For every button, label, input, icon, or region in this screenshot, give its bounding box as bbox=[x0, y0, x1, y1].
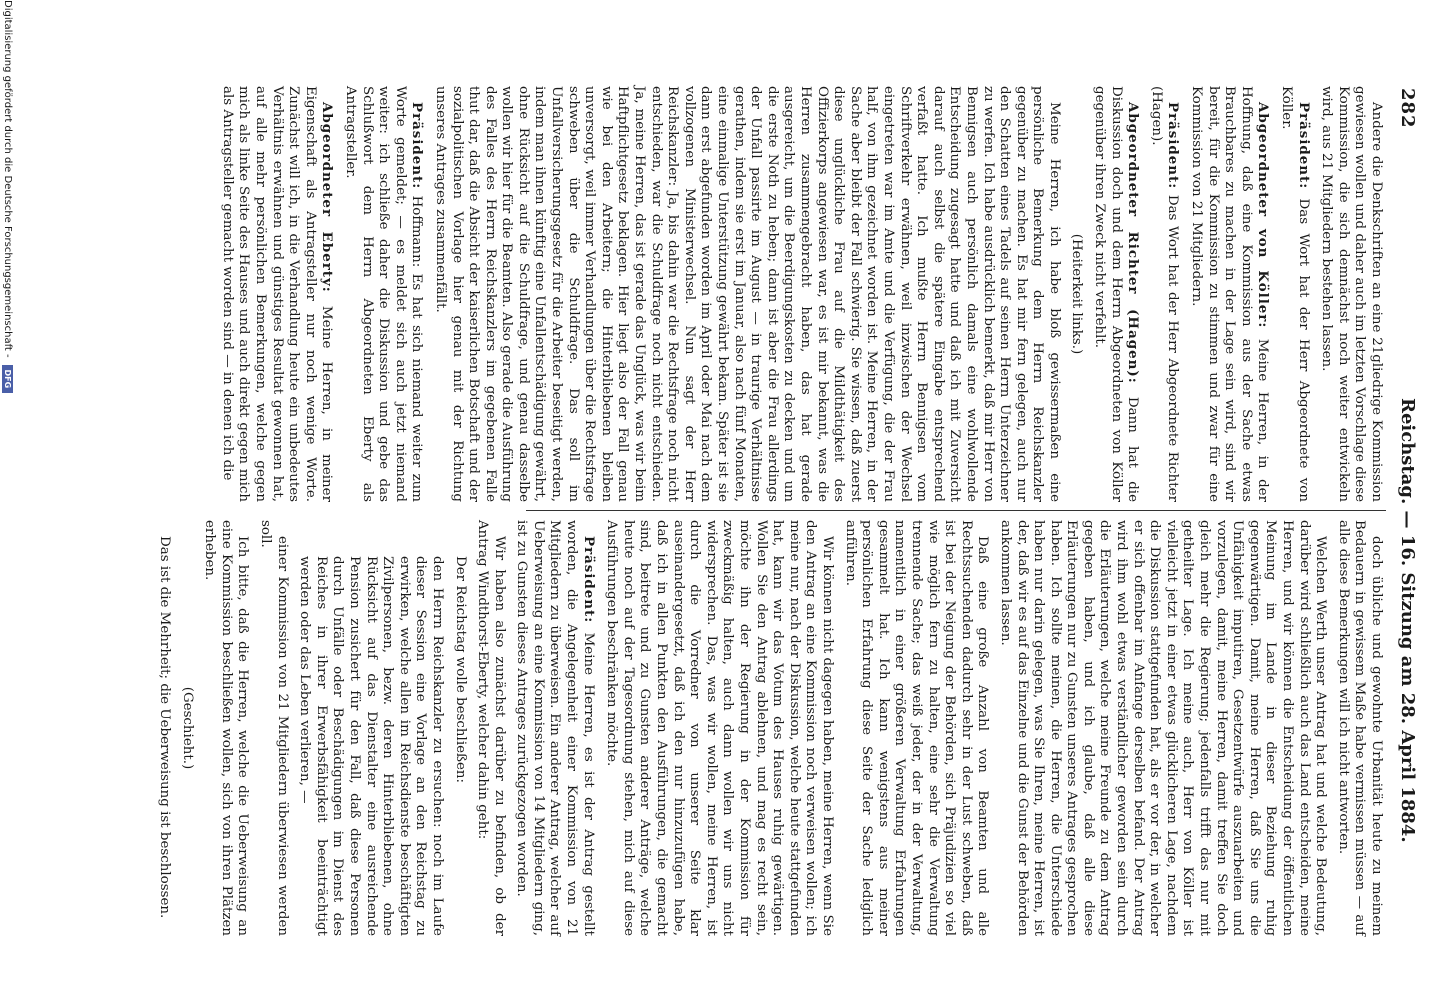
speaker-name: Abgeordneter Eberty: bbox=[319, 102, 336, 293]
paragraph bbox=[1091, 86, 1142, 502]
footer-text: Digitalisierung gefördert durch die Deutsche Forschungsgemeinschaft - bbox=[2, 0, 13, 358]
paragraph-text: Welchen Werth unser Antrag hat und welche Bedeutung, darüber wird schließlich auch das Land entscheiden, meine Herren, und wir können die Entscheidung der öffentlichen Meinung im Lande in dieser Beziehung ruhig gegenwärtigen. Damit, meine Herren, daß Sie uns die Unfähigkeit imputiren, Gesetzentwürfe auszuarbeiten und vorzulegen, damit, meine Herren, damit treffen Sie doch gleich mehr die Regierung; jedenfalls trifft das nur mit getheilter Lage. Ich meine auch, Herr von Köller ist vielleicht jetzt in einer etwas glücklicheren Lage, nachdem die Diskussion stattgefunden hat, als er vor der, in welcher er sich offenbar im Anfange derselben befand. Der Antrag wird ihm wohl etwas verständlicher geworden sein durch die Erläuterungen, welche meine Freunde zu dem Antrag gegeben haben, und ich glaube, daß alle diese Erläuterungen nur zu Gunsten unseres Antrages gesprochen haben. Ich sollte meinen, die Herren, die Unterschiede haben nur darin gelegen, was Sie Ihren, meine Herren, ist der, daß wir es auf das Einzelne und die Gunst der Behörden ankommen lassen. bbox=[997, 520, 1329, 936]
stage-direction: (Heiterkeit links.) bbox=[1069, 233, 1085, 355]
paragraph bbox=[1318, 86, 1384, 502]
right-column bbox=[149, 520, 1384, 936]
paragraph bbox=[513, 520, 597, 936]
quoted-motion: den Herrn Reichskanzler zu ersuchen: noch im Laufe dieser Session eine Vorlage an den Reichstag zu erwirken, welche allen im Reichsdienste beschäftigten Zivilpersonen, bezw. deren Hinterbliebenen, ohne Rücksicht auf das Dienstalter eine ausreichende Pension zusichert für den Fall, daß diese Personen durch Unfälle oder Beschädigungen im Dienst des Reiches in ihrer Erwerbsfähigkeit beeinträchtigt werden oder das Leben verlieren, — bbox=[297, 556, 445, 936]
paragraph-text: Meine Herren, in meiner Eigenschaft als Antragsteller nur noch wenige Worte. Zunächst will ich, in die Verhandlung heute ein unbedeutes Verhältnis erwähnen und günstiges Resultat gewonnen hat, auf alle mehr persönlichen Bemerkungen, welche gegen mich als linke Seite des Hauses und auch direkt gegen mich als Antragsteller gemacht worden sind — in denen ich die bbox=[219, 86, 335, 502]
stage-direction: (Geschieht.) bbox=[179, 686, 195, 770]
paragraph bbox=[1147, 86, 1181, 502]
paragraph bbox=[341, 86, 425, 502]
paragraph-text: Wir können nicht dagegen haben, meine Herren, wenn Sie den Antrag an eine Kommission noch verweisen wollen; ich meine nur, nach der Diskussion, welche heute stattgefunden hat, kann wir das Votum des Hauses ruhig gewärtigen. Wollen Sie den Antrag ablehnen, und mag es recht sein, möchte ihn der Regierung in der Kommission für zweckmäßig halten, auch dann wollen wir uns nicht widersprechen. Das, was wir wollen, meine Herren, ist durch die Vorredner von unserer Seite klar auseinandergesetzt, daß ich den nur hinzuzufügen habe, daß ich in allen Punkten den Ausführungen, die gemacht sind, beitrete und zu Gunsten anderer Anträge, welche heute noch auf der Tagesordnung stehen, mich auf diese Ausführungen beschränken möchte. bbox=[604, 520, 835, 936]
paragraph bbox=[603, 520, 835, 936]
paragraph-text: doch übliche und gewohnte Urbanität heute zu meinem Bedauern in gewissem Maße habe vermissen müssen — auf alle diese Bemerkungen will ich nicht antworten. bbox=[1335, 520, 1384, 936]
paragraph bbox=[155, 520, 172, 936]
paragraph bbox=[841, 520, 990, 936]
paragraph-text: einer Kommission von 21 Mitgliedern überwiesen werden soll. bbox=[258, 520, 290, 936]
paragraph bbox=[431, 86, 1062, 502]
speaker-name: Abgeordneter Richter (Hagen): bbox=[1125, 102, 1142, 384]
quoted-motion: Der Reichstag wolle beschließen: bbox=[452, 556, 468, 784]
speaker-name: Präsident: bbox=[409, 102, 426, 190]
paragraph bbox=[1187, 86, 1271, 502]
paragraph bbox=[201, 520, 251, 936]
speaker-name: Präsident: bbox=[1165, 102, 1182, 190]
paragraph-text: Daß eine große Anzahl von Beamten und alle Rechtssuchenden dadurch sehr in der Lust schweben, daß ist bei der Neigung der Behörden, sich Präjudizien so viel wie möglich fern zu halten, eine sehr die Verwaltung trennende Sache; das weiß jeder, der in der Verwaltung, namentlich in einer größeren Verwaltung Erfahrungen gesammelt hat. Ich kann wenigstens aus meiner persönlichen Erfahrung diese Seite der Sache lediglich anführen. bbox=[842, 520, 991, 936]
paragraph-text: Meine Herren, es ist der Antrag gestellt worden, die Angelegenheit einer Kommission von 21 Mitgliedern zu überweisen. Ein anderer Antrag, welcher auf Ueberweisung an eine Kommission von 14 Mitgliedern ging, ist zu Gunsten dieses Antrages zurückgezogen worden. bbox=[514, 520, 596, 936]
paragraph-text: Das Wort hat der Herr Abgeordnete von Köller. bbox=[1279, 86, 1311, 502]
speaker-name: Präsident: bbox=[1295, 102, 1312, 190]
left-column bbox=[212, 86, 1384, 502]
paragraph bbox=[474, 520, 507, 936]
speaker-name: Abgeordneter von Köller: bbox=[1255, 102, 1272, 329]
footer-credit bbox=[0, 0, 14, 1000]
paragraph-text: Hoffmann: Es hat sich niemand weiter zum Worte gemeldet; — es meldet sich auch jetzt niemand weiter: ich schließe daher die Diskussion und gebe das Schlußwort dem Herrn Abgeordneten Eberty als Antragsteller. bbox=[342, 86, 425, 502]
speaker-name: Präsident: bbox=[580, 536, 597, 624]
paragraph-text: Das Wort hat der Herr Abgeordnete Richter (Hagen). bbox=[1148, 86, 1181, 502]
paragraph-text: Ich bitte, daß die Herren, welche die Ueberweisung an eine Kommission beschließen wollen, sich von ihren Plätzen erheben. bbox=[202, 520, 251, 936]
page-number: 282 bbox=[1397, 88, 1418, 129]
paragraph bbox=[218, 86, 335, 502]
paragraph-text: Wir haben also zunächst darüber zu befinden, ob der Antrag Windthorst-Eberty, welcher dahin geht: bbox=[475, 520, 507, 936]
paragraph-text: Dann hat die Diskussion doch und dem Herrn Abgeordneten von Köller gegenüber ihren Zweck nicht verfehlt. bbox=[1092, 86, 1141, 503]
running-head: Reichstag. — 16. Sitzung am 28. April 1884. bbox=[1397, 398, 1418, 843]
dfg-logo: DFG bbox=[3, 365, 14, 393]
column-divider bbox=[526, 510, 1386, 511]
paragraph bbox=[1334, 520, 1384, 936]
paragraph-text: Das ist die Mehrheit; die Ueberweisung ist beschlossen. bbox=[157, 536, 173, 919]
paragraph bbox=[256, 520, 289, 936]
page-header bbox=[1392, 18, 1420, 982]
paragraph-text: Andere die Denkschriften an eine 21gliedrige Kommission gewiesen wollen und daher auch im letzten Vorschlage diese Kommission, die sich demnächst noch weiter entwickeln wird, aus 21 Mitgliedern bestehen lassen. bbox=[1319, 86, 1384, 502]
paragraph-text: Meine Herren, ich habe bloß gewissermaßen eine persönliche Bemerkung dem Herrn Reichskanzler gegenüber zu machen. Es hat mir fern gelegen, auch nur den Schatten eines Tadels auf seinen Herrn Unterzeichner zu werfen. Ich habe ausdrücklich bemerkt, daß mir Herr von Bennigsen auch persönlich damals eine wohlwollende Entscheidung zugesagt hatte und daß ich mit Zuversicht darauf auch selbst die spätere Eingabe entsprechend verfaßt hatte. Ich mußte Herrn Bennigsen vom Schriftverkehr erwähnen, weil inzwischen der Wechsel eingetreten war im Amte und die Verfügung, die der Frau half, von ihm gezeichnet worden ist. Meine Herren, in der Sache aber bleibt der Fall schwierig. Sie wissen, daß zuerst diese unglückliche Frau auf die Mildthätigkeit des Offizierkorps angewiesen war, es ist mir bekannt, was die Herren zusammengebracht haben, das hat gerade ausgereicht, um die Beerdigungskosten zu decken und um die erste Noth zu heben; dann ist aber die Frau allerdings der Unfall passirte im August — in traurige Verhältnisse gerathen, indem sie erst im Januar, also nach fünf Monaten, eine einmalige Unterstützung gewährt bekam. Später ist sie dann erst abgefunden worden im April oder Mai nach dem vollzogenen Ministerwechsel. Nun sagt der Herr Reichskanzler: Ja, bis dahin war die Rechtsfrage noch nicht entschieden, war die Schuldfrage noch nicht entschieden. Ja, meine Herren, das ist gerade das Unglück, was wir beim Haftpflichtgesetz beklagen. Hier liegt also der Fall genau wie bei den Arbeitern; die Hinterbliebenen bleiben unversorgt, weil immer Verhandlungen über die Rechtsfrage schweben über die Schuldfrage. Das soll im Unfallversicherungsgesetz für die Arbeiter beseitigt werden, indem man ihnen künftig eine Unfallentschädigung gewährt, ohne Rücksicht auf die Schuldfrage, und genau dasselbe wollen wir hier für die Beamten. Also gerade die Ausführung des Falles des Herrn Reichskanzlers im gegebenen Falle thut dar, daß die Absicht der kaiserlichen Botschaft und der sozialpolitischen Vorlage hier genau mit der Richtung unseres Antrages zusammenfällt. bbox=[432, 86, 1062, 502]
paragraph-text: Meine Herren, in der Hoffnung, daß eine Kommission aus der Sache etwas Brauchbares zu machen in der Lage sein wird, sind wir bereit, für die Kommission zu stimmen und zwar für eine Kommission von 21 Mitgliedern. bbox=[1189, 86, 1271, 502]
paragraph bbox=[996, 520, 1328, 936]
paragraph bbox=[1277, 86, 1311, 502]
